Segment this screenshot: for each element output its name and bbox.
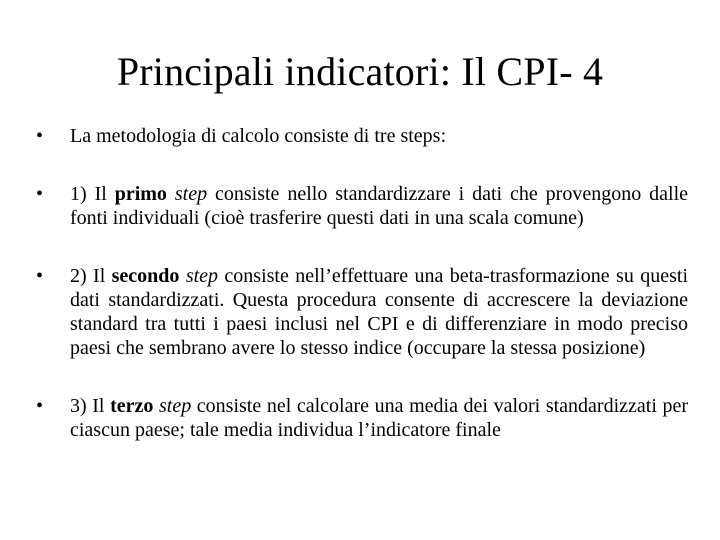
step-1-ordinal: primo — [114, 183, 167, 205]
bullet-step-1 — [36, 182, 688, 230]
bullet-point-icon: • — [36, 265, 44, 287]
step-2-ordinal: secondo — [111, 265, 180, 287]
step-1-space — [167, 183, 175, 205]
step-3-ordinal: terzo — [110, 395, 154, 417]
step-3-step-word: step — [158, 395, 192, 417]
slide-title: Principali indicatori: Il CPI- 4 — [116, 49, 604, 94]
step-2-step-word: step — [185, 265, 219, 287]
bullet-point-icon: • — [36, 183, 44, 205]
step-1-prefix: 1) Il — [70, 183, 115, 205]
bullet-step-2 — [36, 264, 688, 360]
step-3-prefix: 3) Il — [70, 395, 111, 417]
step-2-description: consiste nell’effettuare una beta-trasformazione su questi dati standardizzati. Questa procedura consente di accrescere la deviazione standard tra tutti i paesi inclusi nel CPI e di differenziare in modo preciso paesi che sembrano avere lo stesso indice (occupare la stessa posizione) — [70, 265, 688, 359]
bullet-point-icon: • — [36, 395, 44, 417]
bullet-step-3 — [36, 394, 688, 442]
bullet-list — [36, 124, 688, 442]
bullet-intro — [36, 124, 688, 148]
bullet-point-icon: • — [36, 125, 44, 147]
step-3-description: consiste nel calcolare una media dei valori standardizzati per ciascun paese; tale media individua l’indicatore finale — [70, 395, 689, 441]
step-2-prefix: 2) Il — [70, 265, 112, 287]
bullet-intro-text: La metodologia di calcolo consiste di tre steps: — [70, 125, 447, 147]
step-1-step-word: step — [174, 183, 208, 205]
step-1-description: consiste nello standardizzare i dati che provengono dalle fonti individuali (cioè trasferire questi dati in una scala comune) — [70, 183, 689, 229]
